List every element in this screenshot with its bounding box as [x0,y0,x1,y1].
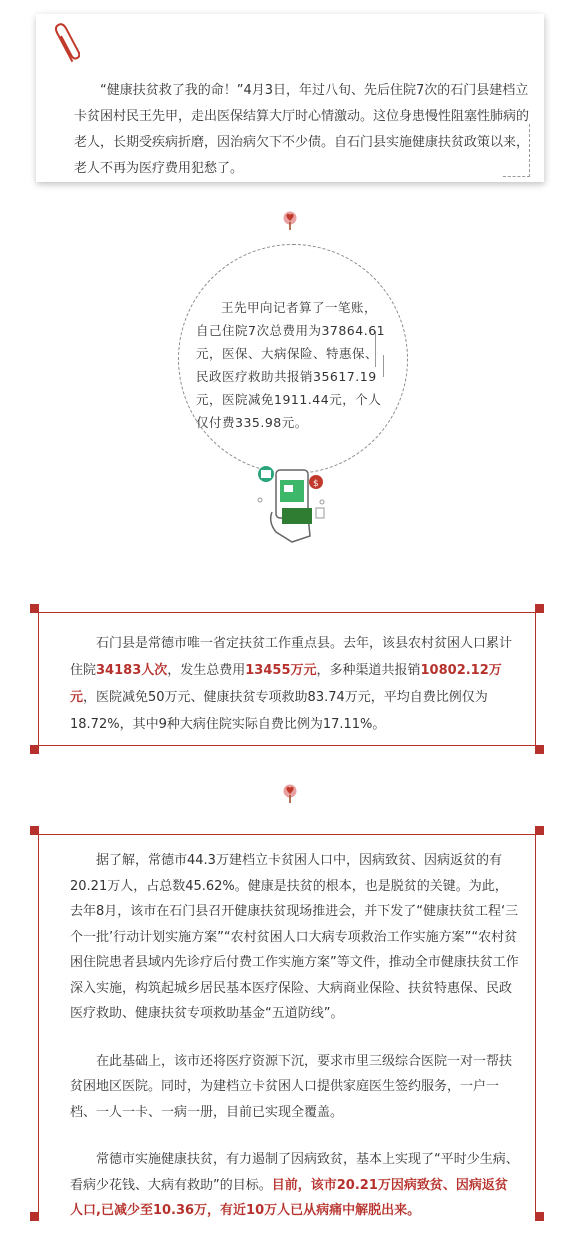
corner-ornament [535,826,544,835]
intro-card [36,14,544,182]
main-highlight: 目前，该市20.21万因病致贫、因病返贫人口,已减少至10.36万，有近10万人已从病痛中解脱出来。 [70,1177,508,1218]
corner-ornament [535,1212,544,1221]
svg-text:$: $ [313,479,319,489]
main-paragraph-2: 在此基础上，该市还将医疗资源下沉，要求市里三级综合医院一对一帮扶贫困地区医院。同时，为建档立卡贫困人口提供家庭医生签约服务，一户一档、一人一卡、一病一册，目前已实现全覆盖。 [70,1053,513,1120]
corner-ornament [535,745,544,754]
tree-heart-icon [280,783,300,805]
corner-decoration [503,124,530,177]
main-paragraph-1: 据了解，常德市44.3万建档立卡贫困人口中，因病致贫、因病返贫的有20.21万人，占总数45.62%。健康是扶贫的根本，也是脱贫的关键。为此，去年8月，该市在石门县召开健康扶贫现场推进会，并下发了“健康扶贫工程‘三个一批’行动计划实施方案”“农村贫困人口大病专项救治工作实施方案”“农村贫困住院患者县域内先诊疗后付费工作实施方案”等文件，推动全市健康扶贫工作深入实施，构筑起城乡居民基本医疗保险、大病商业保险、扶贫特惠保、民政医疗救助、健康扶贫专项救助基金“五道防线”。 [70,853,519,1021]
tree-heart-icon [280,210,300,232]
corner-ornament [30,1212,39,1221]
stats-highlight: 34183人次 [96,663,168,678]
corner-ornament [30,826,39,835]
corner-ornament [30,745,39,754]
paperclip-icon [54,20,80,66]
stats-text: 石门县是常德市唯一省定扶贫工作重点县。去年，该县农村贫困人口累计住院 [70,636,513,678]
stats-text: ，多种渠道共报销 [316,663,421,678]
corner-ornament [30,604,39,613]
stats-paragraph [70,630,518,738]
corner-ornament [535,604,544,613]
main-paragraph-3 [70,1147,520,1224]
intro-paragraph: “健康扶贫救了我的命！”4月3日，年过八旬、先后住院7次的石门县建档立卡贫困村民王先甲，走出医保结算大厅时心情激动。这位身患慢性阻塞性肺病的老人，长期受疾病折磨，因治病欠下不少债。自石门县实施健康扶贫政策以来，老人不再为医疗费用犯愁了。 [74,83,530,176]
stats-text: ，发生总费用 [167,663,246,678]
phone-payment-icon [252,452,332,550]
circle-text: 王先甲向记者算了一笔账，自己住院7次总费用为37864.61元，医保、大病保险、特惠保、民政医疗救助共报销35617.19元，医院减免1911.44元，个人仅付费335.98元。 [196,300,386,430]
stats-highlight: 10802.12万元 [70,663,502,705]
stats-text: ，医院减免50万元、健康扶贫专项救助83.74万元，平均自费比例仅为18.72%，其中9种大病住院实际自费比例为17.11%。 [70,690,488,732]
stats-highlight: 13455万元 [245,663,317,678]
main-body [70,848,520,1246]
main-box [30,826,544,1221]
stats-box [30,604,544,754]
main-text: 常德市实施健康扶贫，有力遏制了因病致贫，基本上实现了“平时少生病、看病少花钱、大病有救助”的目标。 [70,1152,519,1193]
